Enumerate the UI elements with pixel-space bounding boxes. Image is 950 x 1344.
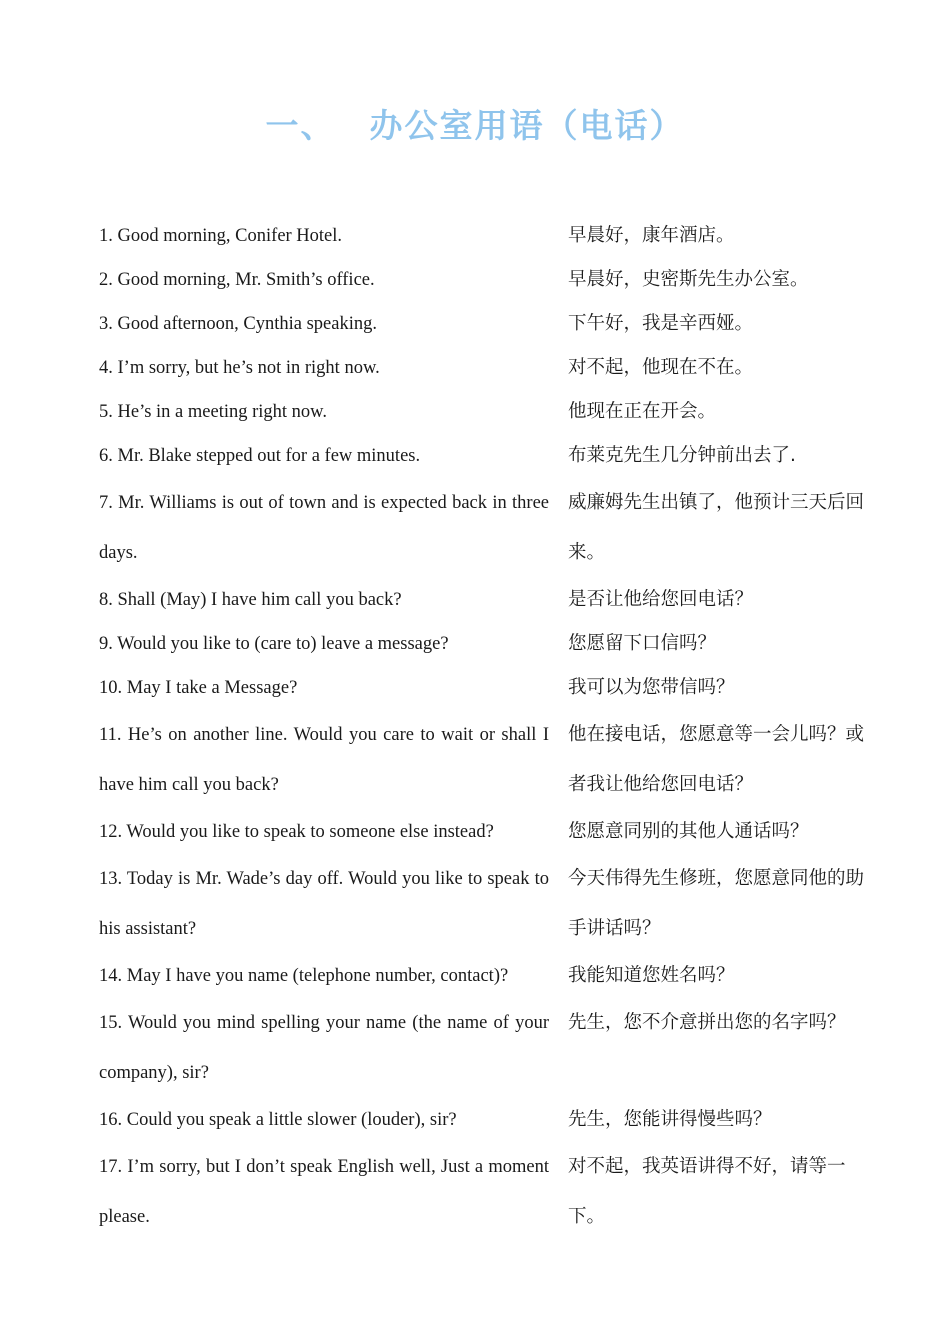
phrase-row	[99, 390, 869, 434]
phrase-row	[99, 434, 869, 478]
english-phrase: 17. I’m sorry, but I don’t speak English well, Just a moment please.	[99, 1157, 549, 1227]
phrase-list	[99, 214, 869, 1242]
chinese-translation: 对不起，他现在不在。	[568, 357, 754, 378]
phrase-row	[99, 954, 869, 998]
english-phrase: 3. Good afternoon, Cynthia speaking.	[99, 314, 377, 334]
chinese-translation: 先生，您不介意拼出您的名字吗？	[568, 1012, 846, 1033]
english-phrase: 5. He’s in a meeting right now.	[99, 402, 327, 422]
phrase-row	[99, 578, 869, 622]
section-title-text: 办公室用语（电话）	[369, 106, 685, 145]
page-title	[0, 100, 950, 147]
english-phrase: 6. Mr. Blake stepped out for a few minutes.	[99, 446, 421, 466]
chinese-translation: 先生，您能讲得慢些吗？	[568, 1109, 772, 1130]
phrase-row	[99, 258, 869, 302]
english-phrase: 9. Would you like to (care to) leave a message?	[99, 634, 449, 654]
chinese-translation: 对不起，我英语讲得不好，请等一下。	[568, 1156, 846, 1227]
english-phrase: 4. I’m sorry, but he’s not in right now.	[99, 358, 380, 378]
phrase-row	[99, 478, 869, 578]
phrase-row	[99, 710, 869, 810]
english-phrase: 11. He’s on another line. Would you care to wait or shall I have him call you back?	[99, 725, 549, 795]
chinese-translation: 他现在正在开会。	[568, 401, 717, 422]
english-phrase: 16. Could you speak a little slower (louder), sir?	[99, 1110, 457, 1130]
chinese-translation: 威廉姆先生出镇了，他预计三天后回来。	[568, 492, 865, 563]
phrase-row	[99, 854, 869, 954]
english-phrase: 1. Good morning, Conifer Hotel.	[99, 226, 343, 246]
phrase-row	[99, 810, 869, 854]
english-phrase: 15. Would you mind spelling your name (the name of your company), sir?	[99, 1013, 549, 1083]
phrase-row	[99, 998, 869, 1098]
english-phrase: 7. Mr. Williams is out of town and is expected back in three days.	[99, 493, 549, 563]
chinese-translation: 下午好，我是辛西娅。	[568, 313, 754, 334]
english-phrase: 8. Shall (May) I have him call you back?	[99, 590, 402, 610]
chinese-translation: 布莱克先生几分钟前出去了.	[568, 445, 796, 466]
chinese-translation: 我可以为您带信吗？	[568, 677, 735, 698]
chinese-translation: 是否让他给您回电话？	[568, 589, 754, 610]
english-phrase: 13. Today is Mr. Wade’s day off. Would you like to speak to his assistant?	[99, 869, 549, 939]
english-phrase: 12. Would you like to speak to someone else instead?	[99, 822, 494, 842]
phrase-row	[99, 666, 869, 710]
chinese-translation: 早晨好，康年酒店。	[568, 225, 735, 246]
chinese-translation: 他在接电话，您愿意等一会儿吗？或者我让他给您回电话？	[568, 724, 865, 795]
phrase-row	[99, 1098, 869, 1142]
phrase-row	[99, 302, 869, 346]
phrase-row	[99, 214, 869, 258]
chinese-translation: 您愿留下口信吗？	[568, 633, 717, 654]
section-number: 一、	[265, 106, 336, 145]
chinese-translation: 我能知道您姓名吗？	[568, 965, 735, 986]
phrase-row	[99, 1142, 869, 1242]
english-phrase: 14. May I have you name (telephone number, contact)?	[99, 966, 509, 986]
phrase-row	[99, 346, 869, 390]
chinese-translation: 您愿意同别的其他人通话吗？	[568, 821, 809, 842]
english-phrase: 10. May I take a Message?	[99, 678, 298, 698]
english-phrase: 2. Good morning, Mr. Smith’s office.	[99, 270, 375, 290]
chinese-translation: 今天伟得先生修班，您愿意同他的助手讲话吗？	[568, 868, 865, 939]
phrase-row	[99, 622, 869, 666]
chinese-translation: 早晨好，史密斯先生办公室。	[568, 269, 809, 290]
